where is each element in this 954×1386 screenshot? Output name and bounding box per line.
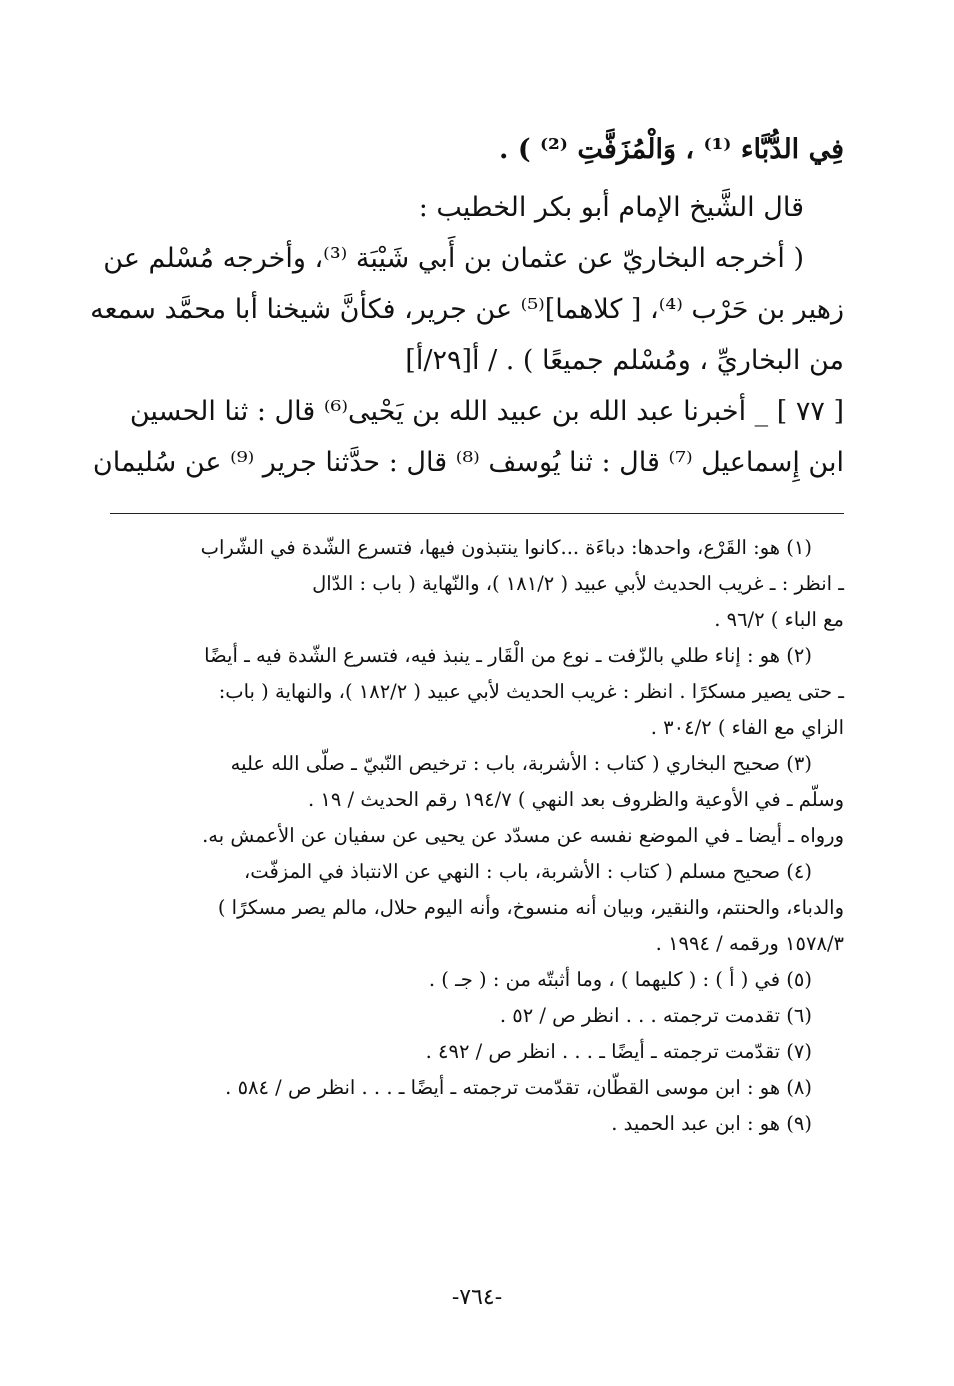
footnote-separator <box>110 513 844 514</box>
footnote-3-line-1: (٣) صحيح البخاري ( كتاب : الأشربة، باب : ترخيص النّبيّ ـ صلّى الله عليه <box>230 752 812 775</box>
footnote-4-line-2: والدباء، والحنتم، والنقير، وبيان أنه منسوخ، وأنه اليوم حلال، مالم يصر مسكرًا ) <box>217 896 844 919</box>
main-line-6: [ ٧٧ ] _ أخبرنا عبد الله بن عبيد الله بن يَحْيى⁽⁶⁾ قال : ثنا الحسين <box>129 396 844 427</box>
footnote-4-line-3: ١٥٧٨/٣ ورقمه / ١٩٩٤ . <box>655 932 844 955</box>
main-line-2: قال الشَّيخ الإمام أبو بكر الخطيب : <box>418 192 804 223</box>
footnote-1-line-1: (١) هو: القَرْع، واحدها: دباءَة ...كانوا ينتبذون فيها، فتسرع الشّدة في الشّراب <box>200 536 812 559</box>
footnotes <box>128 530 844 1142</box>
footnote-7: (٧) تقدّمت ترجمته ـ أيضًا ـ . . . انظر ص / ٤٩٢ . <box>425 1040 812 1063</box>
main-line-7: ابن إِسماعيل ⁽⁷⁾ قال : ثنا يُوسف ⁽⁸⁾ قال : حدَّثنا جرير ⁽⁹⁾ عن سُليمان <box>92 447 844 478</box>
main-line-4: زهير بن حَرْب ⁽⁴⁾، [ كلاهما]⁽⁵⁾ عن جرير، فكأنَّ شيخنا أبا محمَّد سمعه <box>90 294 844 325</box>
footnote-2-line-2: ـ حتى يصير مسكرًا . انظر : غريب الحديث لأبي عبيد ( ١٨٢/٢ )، والنهاية ( باب: <box>218 680 844 703</box>
page-number: -٧٦٤- <box>451 1285 503 1310</box>
footnote-1-line-3: مع الباء ) ٩٦/٢ . <box>714 608 844 631</box>
footnote-8: (٨) هو : ابن موسى القطّان، تقدّمت ترجمته ـ أيضًا ـ . . . انظر ص / ٥٨٤ . <box>225 1076 812 1099</box>
main-line-1: فِي الدُّبَّاء ⁽¹⁾ ، وَالْمُزَفَّتِ ⁽²⁾ ) . <box>499 134 844 165</box>
main-line-5: من البخاريِّ ، ومُسْلم جميعًا ) . / أ[٢٩/أ] <box>405 345 844 376</box>
footnote-3-line-3: ورواه ـ أيضا ـ في الموضع نفسه عن مسدّد عن يحيى عن سفيان عن الأعمش به. <box>202 824 844 847</box>
footnote-2-line-1: (٢) هو : إناء طلي بالزّفت ـ نوع من الْقَار ـ ينبذ فيه، فتسرع الشّدة فيه ـ أيضًا <box>204 644 812 667</box>
footnote-1-line-2: ـ انظر : ـ غريب الحديث لأبي عبيد ( ١٨١/٢ )، والنّهاية ( باب : الدّال <box>312 572 844 595</box>
footnote-6: (٦) تقدمت ترجمته . . . انظر ص / ٥٢ . <box>499 1004 812 1027</box>
footnote-2-line-3: الزاي مع الفاء ) ٣٠٤/٢ . <box>650 716 844 739</box>
main-line-3: ( أخرجه البخاريّ عن عثمان بن أَبي شَيْبَة ⁽³⁾، وأخرجه مُسْلم عن <box>103 243 804 274</box>
footnote-4-line-1: (٤) صحيح مسلم ( كتاب : الأشربة، باب : النهي عن الانتباذ في المزفّت، <box>244 860 812 883</box>
footnote-9: (٩) هو : ابن عبد الحميد . <box>611 1112 812 1135</box>
main-text <box>90 118 844 488</box>
footnote-5: (٥) في ( أ ) : ( كليهما ) ، وما أثبتّه من : ( جـ ) . <box>428 968 812 991</box>
footnote-3-line-2: وسلّم ـ في الأوعية والظروف بعد النهي ) ١٩٤/٧ رقم الحديث / ١٩ . <box>308 788 844 811</box>
